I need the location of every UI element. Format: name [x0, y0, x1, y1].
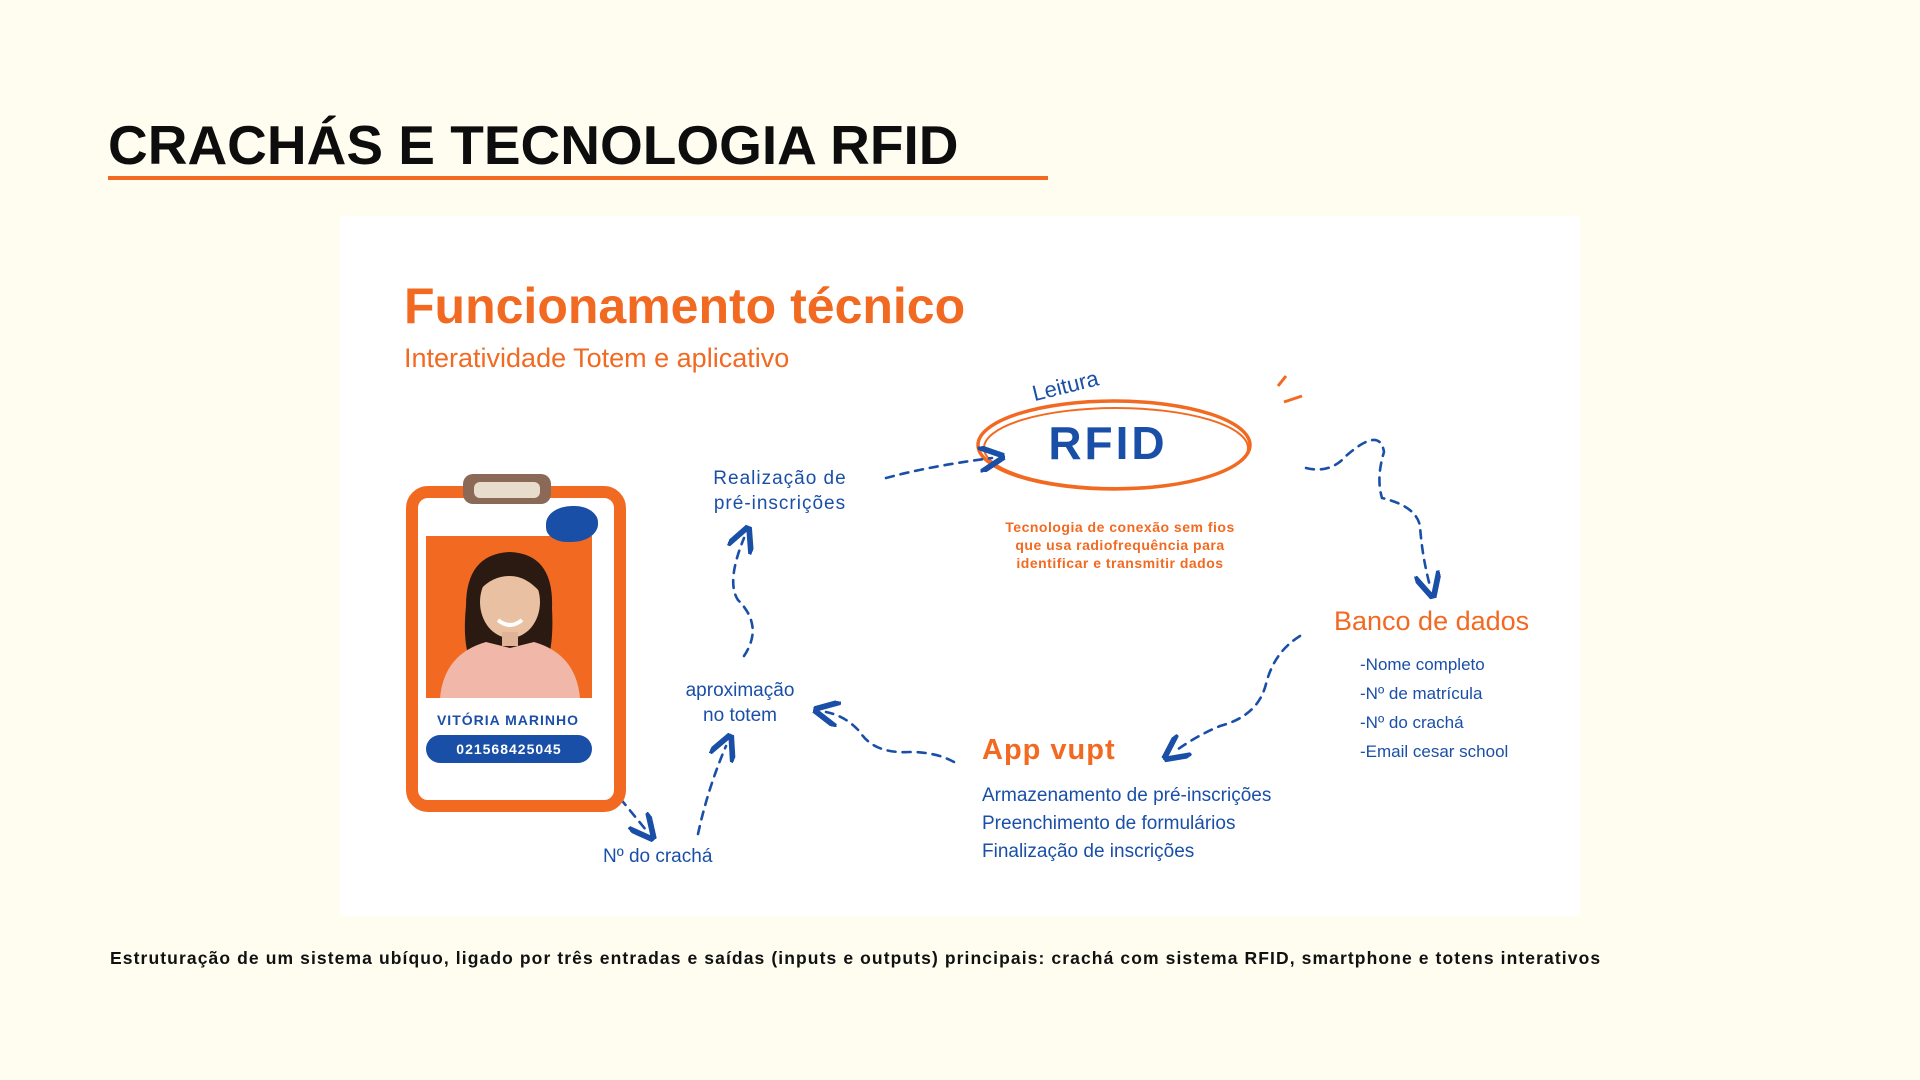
rfid-reading-tag: Leitura [1029, 365, 1102, 407]
arrow-db-to-app [1174, 636, 1300, 752]
database-field: -Nome completo [1360, 655, 1485, 674]
node-totem-line1: aproximação [685, 680, 795, 701]
node-pre-line1: Realização de [713, 468, 847, 489]
diagram-card [340, 216, 1580, 916]
rfid-description: Tecnologia de conexão sem fios que usa radiofrequência para identificar e transmitir dados [1005, 519, 1235, 571]
database-field: -Email cesar school [1360, 742, 1509, 761]
app-feature: Armazenamento de pré-inscrições [982, 785, 1272, 806]
node-pre-line2: pré-inscrições [713, 493, 847, 514]
badge-photo [426, 536, 592, 698]
page-caption: Estruturação de um sistema ubíquo, ligado por três entradas e saídas (inputs e outputs) principais: crachá com sistema RFID, smartphone e totens interativos [110, 948, 1602, 968]
arrow-number-to-totem [698, 746, 726, 834]
person-photo [426, 536, 592, 698]
badge-clip-hole [474, 482, 540, 498]
app-feature: Finalização de inscrições [982, 841, 1195, 862]
arrow-app-to-totem [826, 712, 954, 762]
title-underline [108, 176, 1048, 180]
app-heading: App vupt [982, 734, 1116, 766]
arrow-totem-to-pre [733, 538, 752, 656]
database-heading: Banco de dados [1334, 606, 1530, 636]
node-totem-line2: no totem [703, 705, 777, 726]
node-badge-number: Nº do crachá [603, 846, 713, 867]
app-features [982, 782, 1271, 866]
database-field: -Nº de matrícula [1360, 684, 1483, 703]
rfid-label: RFID [1048, 417, 1168, 469]
badge-holder-name: VITÓRIA MARINHO [436, 712, 580, 728]
diagram-subtitle: Interatividade Totem e aplicativo [404, 343, 790, 373]
page-title: CRACHÁS E TECNOLOGIA RFID [108, 114, 959, 176]
node-pre-inscricoes [700, 466, 860, 516]
diagram-title: Funcionamento técnico [404, 278, 966, 334]
node-totem [670, 678, 810, 728]
database-field: -Nº do crachá [1360, 713, 1464, 732]
arrow-pre-to-rfid [886, 458, 992, 478]
arrow-rfid-to-db [1306, 440, 1430, 586]
badge-id-number: 021568425045 [426, 735, 592, 763]
school-logo-icon [546, 506, 598, 542]
database-fields [1360, 650, 1508, 766]
app-feature: Preenchimento de formulários [982, 813, 1236, 834]
